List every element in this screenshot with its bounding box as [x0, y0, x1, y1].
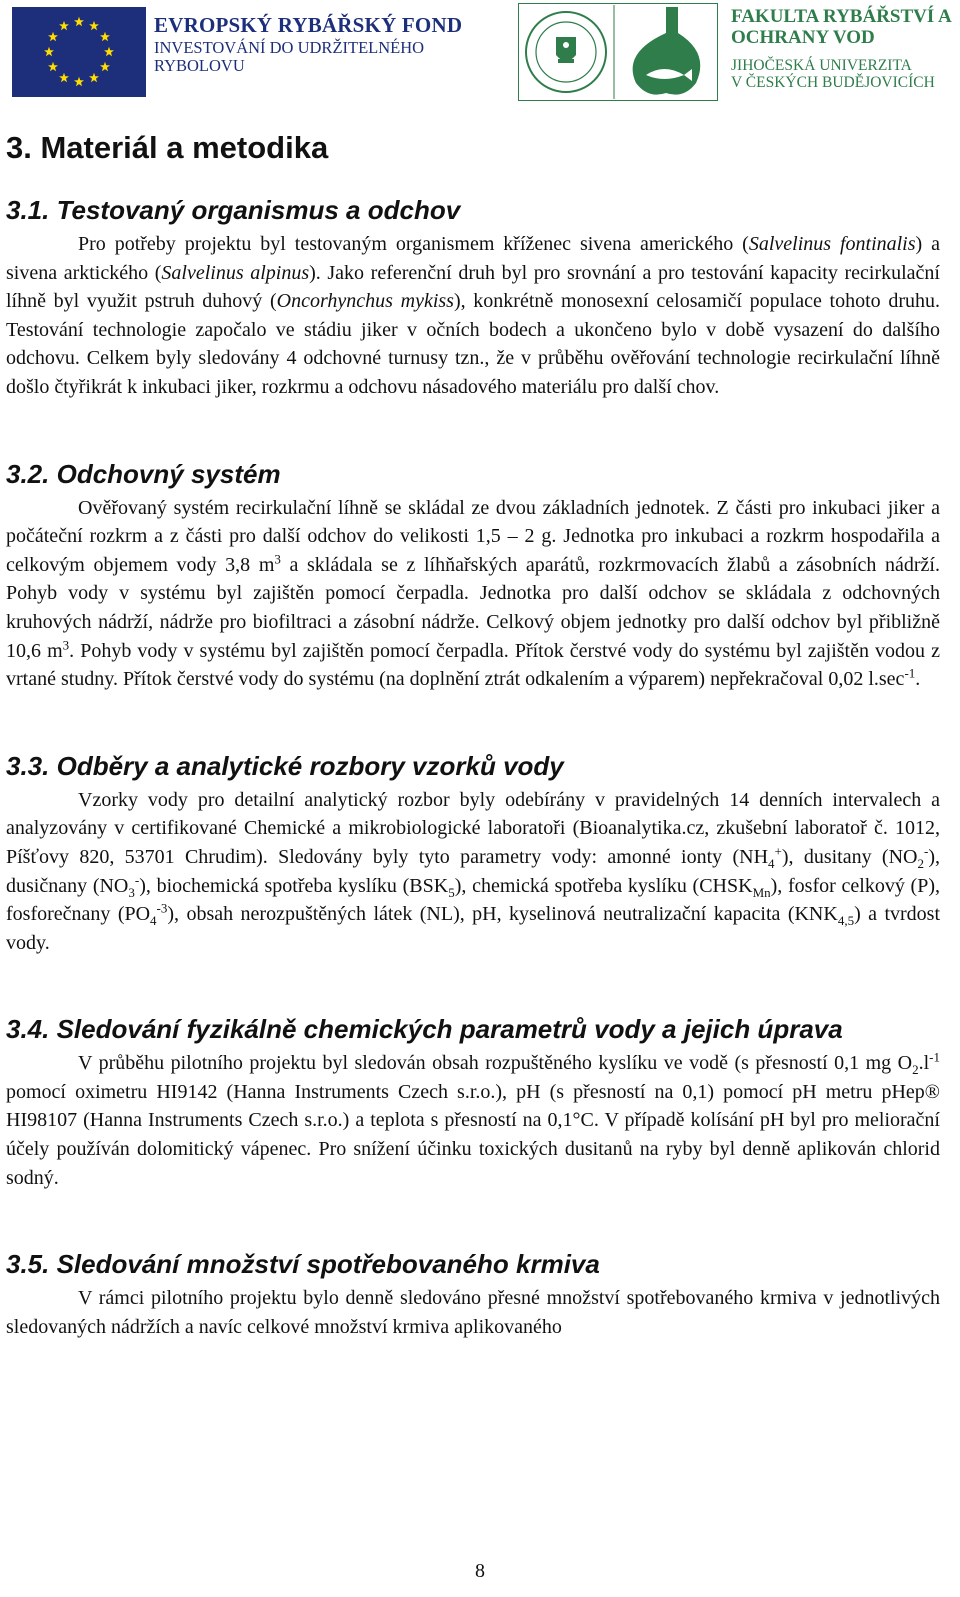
university-faculty-logo — [518, 3, 718, 101]
document-body — [6, 118, 940, 1341]
section-heading-3-2: 3.2. Odchovný systém — [6, 458, 281, 489]
eu-flag-logo — [12, 7, 146, 97]
section-paragraph-3-5: V rámci pilotního projektu bylo denně sledováno přesné množství spotřebovaného krmiva v jednotlivých sledovaných nádržích a navíc celkové množství krmiva aplikovaného — [6, 1287, 940, 1338]
section-paragraph-3-3: Vzorky vody pro detailní analytický rozbor byly odebírány v pravidelných 14 denních intervalech a analyzovány v certifikované Chemické a mikrobiologické laboratoři (Bioanalytika.cz, zkušební laboratoř č. 1012, Píšťovy 820, 53701 Chrudim). Sledovány byly tyto parametry vody: amonné ionty $(NH_4^+)$, dusitany $(NO_2^-)$, dusičnany $(NO_3^-)$, biochemická spotřeba kyslíku $(BSK_5)$, chemická spotřeba kyslíku $(CHSK_{Mn})$, fosfor celkový (P), fosforečnany $(PO_4^{-3})$, obsah nerozpuštěných látek (NL), pH, kyselinová neutralizační kapacita $(KNK_{4,5})$ a tvrdost vody. — [6, 788, 941, 954]
faculty-name-line1: FAKULTA RYBÁŘSTVÍ A — [731, 6, 952, 27]
faculty-name-line2: OCHRANY VOD — [731, 26, 875, 48]
eu-fund-subtitle-line2: RYBOLOVU — [154, 56, 245, 76]
section-paragraph-3-4: V průběhu pilotního projektu byl sledován obsah rozpuštěného kyslíku ve vodě (s přesností 0,1 mg $O_2.l^{-1}$ pomocí oximetru HI9142 (Hanna Instruments Czech s.r.o.), pH (s přesností na 0,1) pomocí pH metru pHep® HI98107 (Hanna Instruments Czech s.r.o.) a teplota s přesností na 0,1°C. V případě kolísání pH byl pro meliorační účely používán dolomitický vápenec. Pro snížení účinku toxických dusitanů na ryby byl denně aplikován chlorid sodný. — [6, 1049, 940, 1189]
section-heading-3-4: 3.4. Sledování fyzikálně chemických parametrů vody a jejich úprava — [6, 1014, 843, 1045]
chapter-title: 3. Materiál a metodika — [6, 130, 329, 165]
section-paragraph-3-1: Pro potřeby projektu byl testovaným organismem kříženec sivena amerického (Salvelinus fontinalis) a sivena arktického (Salvelinus alpinus). Jako referenční druh byl pro srovnání a pro testování kapacity recirkulační líhně byl využit pstruh duhový (Oncorhynchus mykiss), konkrétně monosexní celosamičí populace tohoto druhu. Testování technologie započalo ve stádiu jiker v očních bodech a ukončeno bylo v době vysazení do dalšího odchovu. Celkem byly sledovány 4 odchovné turnusy tzn., že v průběhu ověřování technologie recirkulační líhně došlo čtyřikrát k inkubaci jiker, rozkrmu a odchovu násadového materiálu pro další chov. — [6, 233, 940, 398]
university-name-line2: V ČESKÝCH BUDĚJOVICÍCH — [731, 73, 935, 91]
faculty-name-block — [731, 7, 952, 91]
section-heading-3-5: 3.5. Sledování množství spotřebovaného krmiva — [6, 1249, 600, 1280]
eu-fund-title-block — [154, 14, 462, 75]
university-name-line1: JIHOČESKÁ UNIVERZITA — [731, 56, 912, 74]
eu-fund-subtitle-line1: INVESTOVÁNÍ DO UDRŽITELNÉHO — [154, 38, 425, 58]
page-number: 8 — [475, 1560, 485, 1582]
section-heading-3-1: 3.1. Testovaný organismus a odchov — [6, 195, 461, 225]
section-heading-3-3: 3.3. Odběry a analytické rozbory vzorků vody — [6, 750, 564, 781]
section-paragraph-3-2: Ověřovaný systém recirkulační líhně se skládal ze dvou základních jednotek. Z části pro inkubaci jiker a počáteční rozkrm a z části pro další odchov do velikosti 1,5 – 2 g. Jednotka pro inkubaci a rozkrm hospodařila a celkovým objemem vody 3,8 $m^3$ a skládala se z líhňařských aparátů, rozkrmovacích žlabů a zásobních nádrží. Pohyb vody v systému byl zajištěn pomocí čerpadla. Jednotka pro další odchov se skládala z odchovných kruhových nádrží, nádrže pro biofiltraci a zásobní nádrže. Celkový objem jednotky pro další odchov byl přibližně 10,6 $m^3$. Pohyb vody v systému byl zajištěn pomocí čerpadla. Přítok čerstvé vody do systému byl zajištěn vodou z vrtané studny. Přítok čerstvé vody do systému (na doplnění ztrát odkalením a výparem) nepřekračoval 0,02 $l.\sec^{-1}$. — [6, 496, 941, 691]
eu-fund-title: EVROPSKÝ RYBÁŘSKÝ FOND — [154, 13, 463, 37]
page-header — [0, 0, 960, 108]
